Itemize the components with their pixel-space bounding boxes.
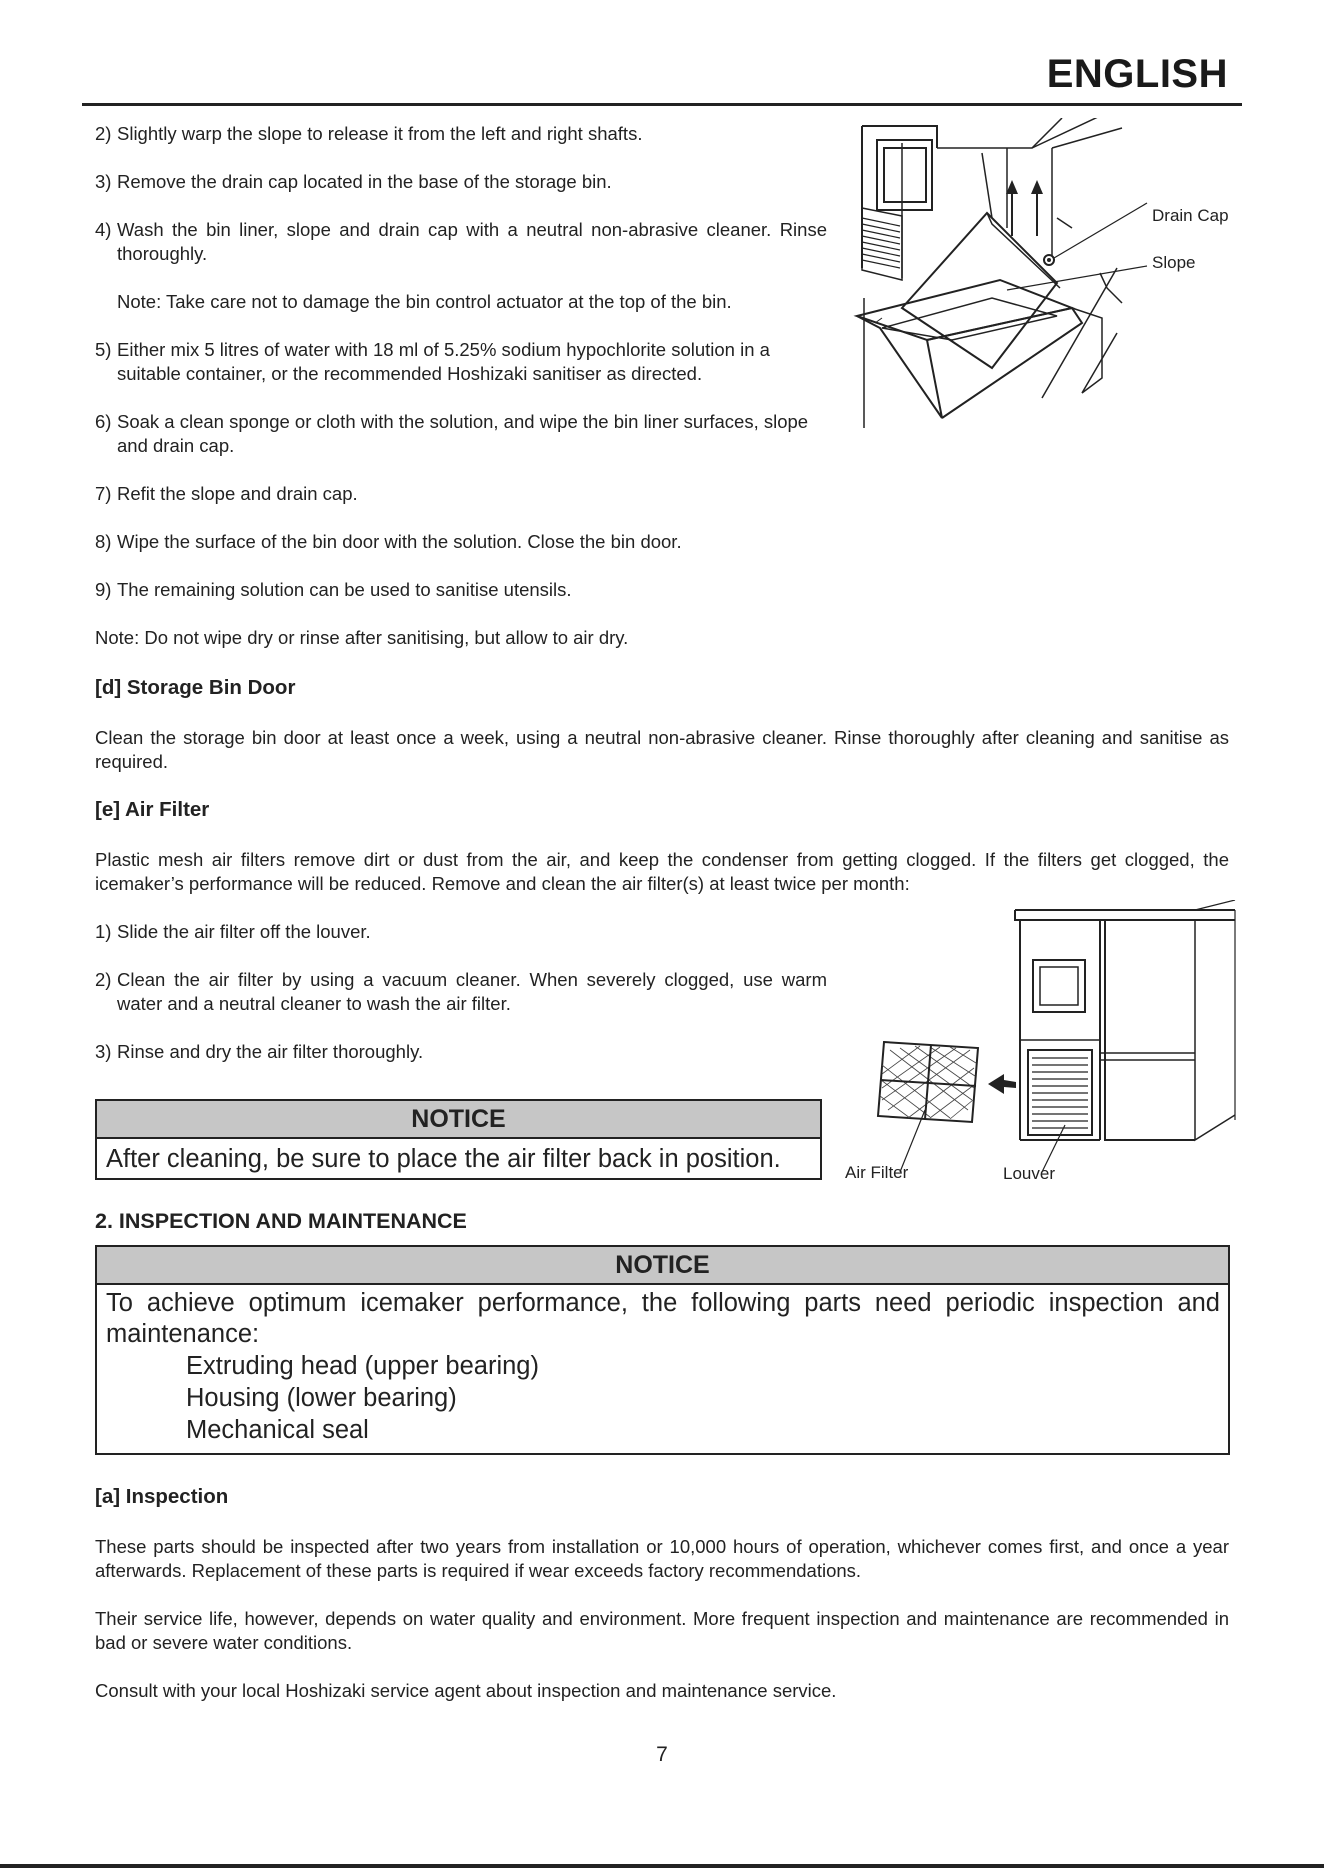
air-filter-notice (95, 1099, 822, 1180)
part-item: Extruding head (upper bearing) (186, 1352, 539, 1380)
step-8: 8) Wipe the surface of the bin door with the solution. Close the bin door. (95, 531, 682, 552)
step-3: 3) Remove the drain cap located in the base of the storage bin. (95, 171, 612, 192)
step-4: 4) Wash the bin liner, slope and drain cap with a neutral non-abrasive cleaner. Rinse thoroughly. (95, 219, 827, 264)
step-2: 2) Slightly warp the slope to release it from the left and right shafts. (95, 123, 643, 144)
filter-step-3: 3) Rinse and dry the air filter thoroughly. (95, 1041, 424, 1062)
notice-text: After cleaning, be sure to place the air filter back in position. (106, 1145, 781, 1173)
air-filter-illustration (870, 900, 1240, 1180)
section-e-body: Plastic mesh air filters remove dirt or dust from the air, and keep the condenser from getting clogged. If the filters get clogged, the icemaker’s performance will be reduced. Remove and clean the air filter(s) at least twice per month: (95, 849, 1229, 894)
storage-bin-illustration (842, 118, 1242, 436)
section-a-heading: [a] Inspection (95, 1485, 229, 1508)
section-d-heading: [d] Storage Bin Door (95, 676, 296, 699)
section-2-heading: 2. INSPECTION AND MAINTENANCE (95, 1209, 467, 1233)
maintenance-notice-title: NOTICE (97, 1247, 1228, 1285)
bin-note: Note: Do not wipe dry or rinse after sanitising, but allow to air dry. (95, 627, 629, 648)
drain-cap-label: Drain Cap (1152, 206, 1229, 225)
maintenance-notice (95, 1245, 1230, 1455)
part-item: Mechanical seal (186, 1416, 369, 1444)
parts-list (97, 1350, 1228, 1446)
bottom-rule (0, 1864, 1324, 1868)
filter-step-1: 1) Slide the air filter off the louver. (95, 921, 371, 942)
step-5: 5) Either mix 5 litres of water with 18 ml of 5.25% sodium hypochlorite solution in a suitable container, or the recommended Hoshizaki sanitiser as directed. (95, 339, 770, 384)
inspection-paragraph-1: These parts should be inspected after two years from installation or 10,000 hours of operation, whichever comes first, and once a year afterwards. Replacement of these parts is required if wear exceeds factory recommendations. (95, 1536, 1229, 1581)
section-d-body: Clean the storage bin door at least once a week, using a neutral non-abrasive cleaner. Rinse thoroughly after cleaning and sanitise as required. (95, 727, 1229, 772)
maintenance-notice-intro: To achieve optimum icemaker performance, the following parts need periodic inspection and maintenance: (106, 1289, 1220, 1348)
filter-step-2: 2) Clean the air filter by using a vacuum cleaner. When severely clogged, use warm water and a neutral cleaner to wash the air filter. (95, 969, 827, 1014)
inspection-paragraph-2: Their service life, however, depends on water quality and environment. More frequent inspection and maintenance are recommended in bad or severe water conditions. (95, 1608, 1229, 1653)
header-rule (82, 103, 1242, 106)
notice-title: NOTICE (97, 1101, 820, 1139)
step-9: 9) The remaining solution can be used to sanitise utensils. (95, 579, 572, 600)
air-filter-label: Air Filter (845, 1163, 909, 1182)
step-7: 7) Refit the slope and drain cap. (95, 483, 358, 504)
inspection-paragraph-3: Consult with your local Hoshizaki service agent about inspection and maintenance service. (95, 1680, 837, 1701)
step-4-note: Note: Take care not to damage the bin control actuator at the top of the bin. (117, 291, 732, 312)
section-e-heading: [e] Air Filter (95, 798, 210, 821)
step-6: 6) Soak a clean sponge or cloth with the solution, and wipe the bin liner surfaces, slope and drain cap. (95, 411, 809, 456)
part-item: Housing (lower bearing) (186, 1384, 457, 1412)
language-heading: ENGLISH (1046, 52, 1228, 96)
page-number: 7 (656, 1743, 668, 1766)
louver-label: Louver (1003, 1164, 1055, 1183)
slope-label: Slope (1152, 253, 1196, 272)
